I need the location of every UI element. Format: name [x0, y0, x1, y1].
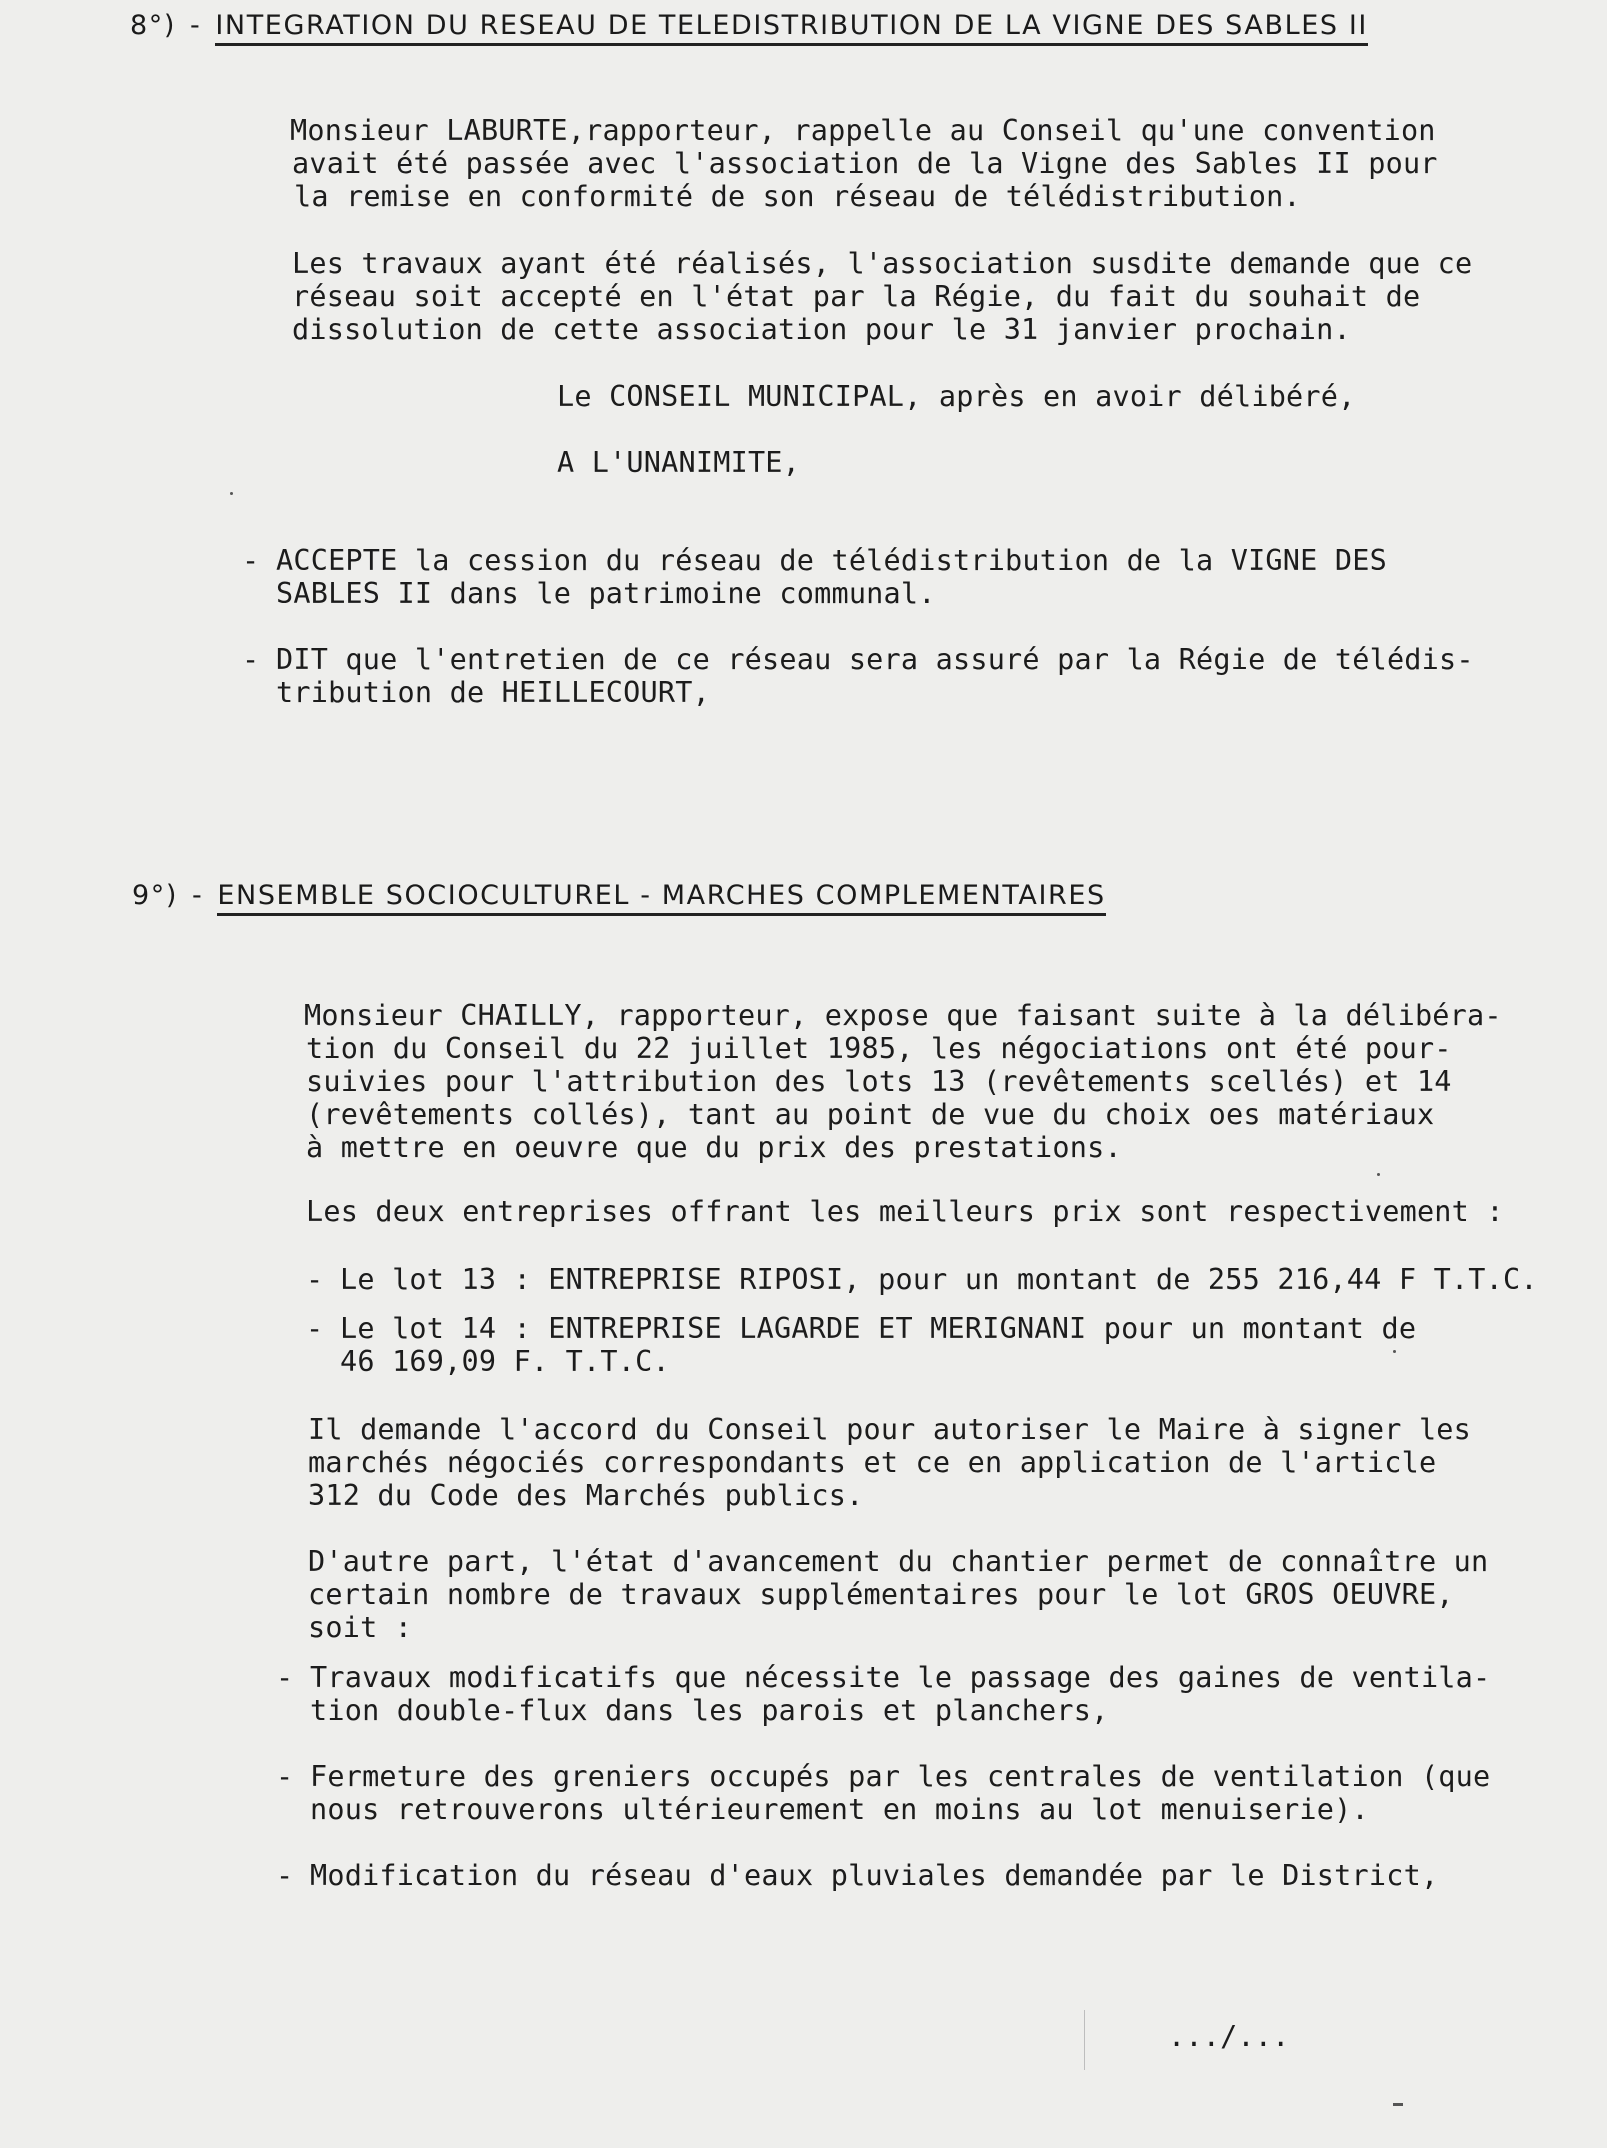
lot-13-dash: - — [306, 1263, 324, 1296]
s8-para1-line-3: la remise en conformité de son réseau de télédistribution. — [294, 180, 1301, 213]
section-8-heading — [130, 10, 1368, 41]
decision-1-dash: - — [242, 544, 260, 577]
scan-speck — [1393, 1350, 1396, 1353]
lot-14-text-1: Le lot 14 : ENTREPRISE LAGARDE ET MERIGNANI pour un montant de — [340, 1312, 1417, 1345]
work-1-line-1 — [276, 1661, 1490, 1694]
scan-speck — [230, 492, 233, 495]
decision-2-dash: - — [242, 643, 260, 676]
decision-2-line-1 — [242, 643, 1474, 676]
work-2-line-2: nous retrouverons ultérieurement en moins au lot menuiserie). — [310, 1793, 1369, 1826]
work-1-text-1: Travaux modificatifs que nécessite le passage des gaines de ventila- — [310, 1661, 1491, 1694]
work-3-text-1: Modification du réseau d'eaux pluviales demandée par le District, — [310, 1859, 1439, 1892]
lot-14-line-2: 46 169,09 F. T.T.C. — [340, 1345, 670, 1378]
lot-13-line — [306, 1263, 1538, 1296]
work-3-dash: - — [276, 1859, 294, 1892]
lot-14-dash: - — [306, 1312, 324, 1345]
section-9-heading — [132, 880, 1106, 911]
decision-2-text-1: DIT que l'entretien de ce réseau sera assuré par la Régie de télédis- — [276, 643, 1474, 676]
s8-para1-line-1: Monsieur LABURTE,rapporteur, rappelle au Conseil qu'une convention — [290, 114, 1436, 147]
s9-para1-line-4: (revêtements collés), tant au point de vue du choix oes matériaux — [306, 1098, 1435, 1131]
s9-para4-line-3: soit : — [308, 1611, 413, 1644]
s9-para4-line-1: D'autre part, l'état d'avancement du chantier permet de connaître un — [308, 1545, 1489, 1578]
s9-para3-line-2: marchés négociés correspondants et ce en application de l'article — [308, 1446, 1437, 1479]
s9-para3-line-1: Il demande l'accord du Conseil pour autoriser le Maire à signer les — [308, 1413, 1472, 1446]
work-1-dash: - — [276, 1661, 294, 1694]
section-9-number: 9°) — [132, 880, 179, 911]
section-9-title: ENSEMBLE SOCIOCULTUREL - MARCHES COMPLEMENTAIRES — [217, 880, 1105, 916]
scan-fold-line — [1084, 2010, 1085, 2070]
section-8-title: INTEGRATION DU RESEAU DE TELEDISTRIBUTION DE LA VIGNE DES SABLES II — [215, 10, 1368, 46]
work-2-line-1 — [276, 1760, 1490, 1793]
s9-para1-line-2: tion du Conseil du 22 juillet 1985, les négociations ont été pour- — [306, 1032, 1452, 1065]
council-statement: Le CONSEIL MUNICIPAL, après en avoir délibéré, — [557, 380, 1356, 413]
decision-1-line-1 — [242, 544, 1387, 577]
scan-speck — [1393, 2103, 1403, 2106]
s8-para1-line-2: avait été passée avec l'association de la Vigne des Sables II pour — [292, 147, 1438, 180]
decision-2-line-2: tribution de HEILLECOURT, — [276, 676, 710, 709]
continuation-marker: .../... — [1168, 2020, 1290, 2053]
work-2-text-1: Fermeture des greniers occupés par les centrales de ventilation (que — [310, 1760, 1491, 1793]
s9-para1-line-3: suivies pour l'attribution des lots 13 (revêtements scellés) et 14 — [306, 1065, 1452, 1098]
s9-para1-line-5: à mettre en oeuvre que du prix des prestations. — [306, 1131, 1122, 1164]
decision-1-line-2: SABLES II dans le patrimoine communal. — [276, 577, 936, 610]
s9-para2: Les deux entreprises offrant les meilleurs prix sont respectivement : — [306, 1195, 1504, 1228]
vote-statement: A L'UNANIMITE, — [557, 446, 801, 479]
lot-13-text: Le lot 13 : ENTREPRISE RIPOSI, pour un montant de 255 216,44 F T.T.C. — [340, 1263, 1538, 1296]
s9-para1-line-1: Monsieur CHAILLY, rapporteur, expose que faisant suite à la délibéra- — [304, 999, 1502, 1032]
s8-para2-line-1: Les travaux ayant été réalisés, l'association susdite demande que ce — [292, 247, 1473, 280]
decision-1-text-1: ACCEPTE la cession du réseau de télédistribution de la VIGNE DES — [276, 544, 1387, 577]
work-1-line-2: tion double-flux dans les parois et planchers, — [310, 1694, 1109, 1727]
scan-speck — [1377, 1173, 1380, 1176]
section-9-dash: - — [192, 880, 204, 911]
section-8-dash: - — [190, 10, 202, 41]
section-8-number: 8°) — [130, 10, 177, 41]
s9-para3-line-3: 312 du Code des Marchés publics. — [308, 1479, 864, 1512]
s9-para4-line-2: certain nombre de travaux supplémentaires pour le lot GROS OEUVRE, — [308, 1578, 1454, 1611]
lot-14-line-1 — [306, 1312, 1416, 1345]
s8-para2-line-3: dissolution de cette association pour le 31 janvier prochain. — [292, 313, 1351, 346]
work-3-line-1 — [276, 1859, 1438, 1892]
work-2-dash: - — [276, 1760, 294, 1793]
s8-para2-line-2: réseau soit accepté en l'état par la Régie, du fait du souhait de — [292, 280, 1421, 313]
